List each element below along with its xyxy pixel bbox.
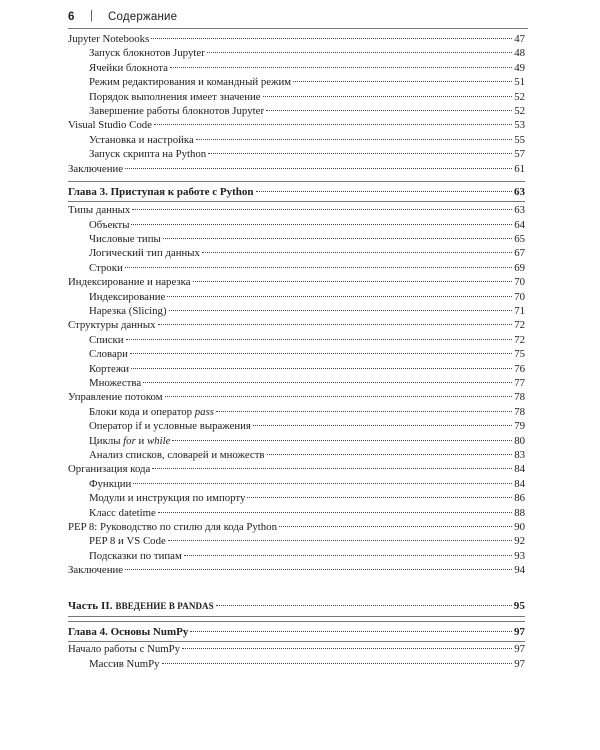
dot-leader (182, 648, 512, 649)
dot-leader (154, 124, 512, 125)
dot-leader (172, 440, 512, 441)
running-header (68, 7, 528, 29)
toc-entry (68, 61, 525, 75)
toc-entry-page: 97 (514, 625, 525, 638)
toc-entry (68, 304, 525, 318)
toc-entry (68, 162, 525, 176)
dot-leader (279, 526, 512, 527)
toc-entry-title: Запуск блокнотов Jupyter (89, 47, 205, 60)
toc-entry-title: Организация кода (68, 463, 151, 476)
toc-entry-page: 67 (514, 247, 525, 260)
toc-entry-page: 48 (514, 47, 525, 60)
dot-leader (207, 52, 512, 53)
toc-entry-title: Управление потоком (68, 391, 163, 404)
toc-entry-title: Начало работы с NumPy (68, 643, 181, 656)
toc-entry (68, 118, 525, 132)
toc-entry (68, 376, 525, 390)
dot-leader (131, 224, 512, 225)
dot-leader (125, 569, 512, 570)
toc-entry-title: Типы данных (68, 204, 131, 217)
toc-entry (68, 181, 525, 202)
dot-leader (256, 191, 512, 192)
toc-entry (68, 390, 525, 404)
toc-entry-title: Строки (89, 261, 123, 274)
toc-entry-page: 52 (514, 104, 525, 117)
dot-leader (266, 110, 512, 111)
dot-leader (263, 96, 513, 97)
toc-entry-title: PEP 8 и VS Code (89, 535, 166, 548)
toc-entry-title: Заключение (68, 162, 124, 175)
toc-entry-title: Режим редактирования и командный режим (89, 76, 292, 89)
toc-entry-title: Множества (89, 376, 142, 389)
dot-leader (293, 81, 512, 82)
dot-leader (267, 454, 513, 455)
dot-leader (163, 238, 512, 239)
dot-leader (131, 368, 512, 369)
dot-leader (202, 252, 512, 253)
dot-leader (247, 497, 512, 498)
toc-entry (68, 506, 525, 520)
toc-entry (68, 642, 525, 656)
toc-entry (68, 477, 525, 491)
toc-entry-title: Подсказки по типам (89, 549, 182, 562)
toc-entry (68, 203, 525, 217)
table-of-contents (68, 32, 525, 671)
toc-entry (68, 147, 525, 161)
toc-entry (68, 434, 525, 448)
toc-entry-title: Запуск скрипта на Python (89, 148, 207, 161)
toc-entry (68, 419, 525, 433)
toc-entry (68, 657, 525, 671)
dot-leader (130, 353, 512, 354)
toc-entry-title: Завершение работы блокнотов Jupyter (89, 104, 265, 117)
toc-entry-page: 69 (514, 261, 525, 274)
toc-entry-title: Структуры данных (68, 319, 156, 332)
toc-entry-page: 63 (514, 185, 525, 198)
toc-entry-title: Класс datetime (89, 506, 156, 519)
toc-entry (68, 218, 525, 232)
toc-entry (68, 246, 525, 260)
toc-entry-page: 95 (513, 600, 525, 613)
dot-leader (133, 483, 512, 484)
toc-entry-page: 79 (514, 420, 525, 433)
toc-entry (68, 549, 525, 563)
dot-leader (158, 512, 512, 513)
dot-leader (208, 153, 512, 154)
toc-entry-title: Циклы for и while (89, 434, 171, 447)
dot-leader (170, 67, 512, 68)
toc-entry (68, 318, 525, 332)
dot-leader (193, 281, 513, 282)
toc-entry (68, 275, 525, 289)
toc-entry (68, 347, 525, 361)
toc-entry-title: Функции (89, 477, 132, 490)
toc-entry (68, 104, 525, 118)
toc-entry-title: Заключение (68, 564, 124, 577)
toc-entry (68, 448, 525, 462)
dot-leader (190, 631, 512, 632)
toc-entry-title: Установка и настройка (89, 133, 194, 146)
toc-entry-page: 83 (514, 448, 525, 461)
toc-entry-page: 90 (514, 520, 525, 533)
toc-entry-title: Объекты (89, 218, 130, 231)
toc-entry (68, 290, 525, 304)
toc-entry-page: 75 (514, 348, 525, 361)
toc-entry-page: 84 (514, 463, 525, 476)
toc-entry-page: 64 (514, 218, 525, 231)
toc-entry-title: Часть II. ВВЕДЕНИЕ В PANDAS (68, 600, 214, 613)
toc-entry (68, 520, 525, 534)
toc-entry-title: Индексирование (89, 290, 166, 303)
toc-entry-title: Порядок выполнения имеет значение (89, 90, 261, 103)
toc-entry-page: 97 (514, 657, 525, 670)
toc-entry (68, 90, 525, 104)
toc-entry-title: Visual Studio Code (68, 119, 152, 132)
toc-entry-page: 86 (514, 492, 525, 505)
toc-entry-page: 93 (514, 549, 525, 562)
toc-entry (68, 405, 525, 419)
header-title: Содержание (108, 11, 178, 23)
toc-entry (68, 232, 525, 246)
toc-entry-title: Ячейки блокнота (89, 61, 168, 74)
toc-entry (68, 261, 525, 275)
toc-entry (68, 462, 525, 476)
toc-entry-page: 97 (514, 643, 525, 656)
toc-entry (68, 333, 525, 347)
toc-entry-page: 47 (514, 33, 525, 45)
toc-entry-page: 72 (514, 319, 525, 332)
dot-leader (165, 396, 513, 397)
toc-entry-page: 88 (514, 506, 525, 519)
toc-entry-title: Индексирование и нарезка (68, 276, 191, 289)
toc-entry (68, 362, 525, 376)
toc-entry-page: 70 (514, 290, 525, 303)
toc-entry (68, 133, 525, 147)
toc-entry (68, 75, 525, 89)
toc-entry-page: 71 (514, 305, 525, 318)
toc-entry-title: Анализ списков, словарей и множеств (89, 448, 265, 461)
dot-leader (216, 411, 512, 412)
toc-entry (68, 563, 525, 577)
page-number: 6 (68, 11, 75, 23)
toc-entry-title: Словари (89, 348, 128, 361)
toc-entry-title: Модули и инструкция по импорту (89, 492, 246, 505)
dot-leader (253, 425, 512, 426)
toc-entry (68, 599, 525, 616)
dot-leader (184, 555, 512, 556)
toc-entry (68, 32, 525, 46)
toc-entry-page: 61 (514, 162, 525, 175)
toc-entry-page: 63 (514, 204, 525, 217)
toc-entry-page: 52 (514, 90, 525, 103)
toc-entry (68, 621, 525, 642)
toc-entry-page: 65 (514, 233, 525, 246)
toc-entry-page: 77 (514, 376, 525, 389)
toc-entry-title: PEP 8: Руководство по стилю для кода Python (68, 520, 277, 533)
toc-entry-page: 94 (514, 564, 525, 577)
toc-entry-title: Логический тип данных (89, 247, 200, 260)
dot-leader (196, 139, 512, 140)
toc-entry-page: 70 (514, 276, 525, 289)
dot-leader (168, 540, 512, 541)
dot-leader (125, 267, 512, 268)
dot-leader (151, 38, 512, 39)
dot-leader (216, 605, 512, 606)
toc-entry-title: Числовые типы (89, 233, 161, 246)
dot-leader (167, 296, 512, 297)
toc-entry-page: 57 (514, 148, 525, 161)
toc-entry-title: Глава 4. Основы NumPy (68, 625, 189, 638)
toc-entry (68, 491, 525, 505)
dot-leader (143, 382, 512, 383)
header-rule (68, 28, 528, 29)
dot-leader (169, 310, 513, 311)
toc-entry-page: 53 (514, 119, 525, 132)
toc-entry-page: 49 (514, 61, 525, 74)
toc-entry-page: 55 (514, 133, 525, 146)
toc-entry (68, 46, 525, 60)
dot-leader (125, 168, 512, 169)
toc-entry-page: 78 (514, 391, 525, 404)
toc-entry-title: Нарезка (Slicing) (89, 305, 167, 318)
toc-entry-page: 92 (514, 535, 525, 548)
toc-entry-page: 72 (514, 333, 525, 346)
toc-entry-title: Блоки кода и оператор pass (89, 405, 214, 418)
dot-leader (126, 339, 513, 340)
toc-entry-title: Глава 3. Приступая к работе с Python (68, 185, 254, 198)
toc-entry-page: 80 (514, 434, 525, 447)
header-separator: | (90, 10, 93, 22)
toc-entry-title: Кортежи (89, 362, 130, 375)
toc-entry-page: 84 (514, 477, 525, 490)
toc-entry-title: Массив NumPy (89, 657, 160, 670)
toc-entry-title: Списки (89, 333, 124, 346)
toc-entry-title: Оператор if и условные выражения (89, 420, 251, 433)
toc-entry-page: 76 (514, 362, 525, 375)
dot-leader (158, 324, 513, 325)
dot-leader (162, 663, 513, 664)
dot-leader (152, 468, 512, 469)
toc-entry (68, 534, 525, 548)
dot-leader (132, 209, 512, 210)
toc-entry-page: 51 (514, 76, 525, 89)
toc-entry-page: 78 (514, 405, 525, 418)
toc-entry-title: Jupyter Notebooks (68, 33, 150, 45)
